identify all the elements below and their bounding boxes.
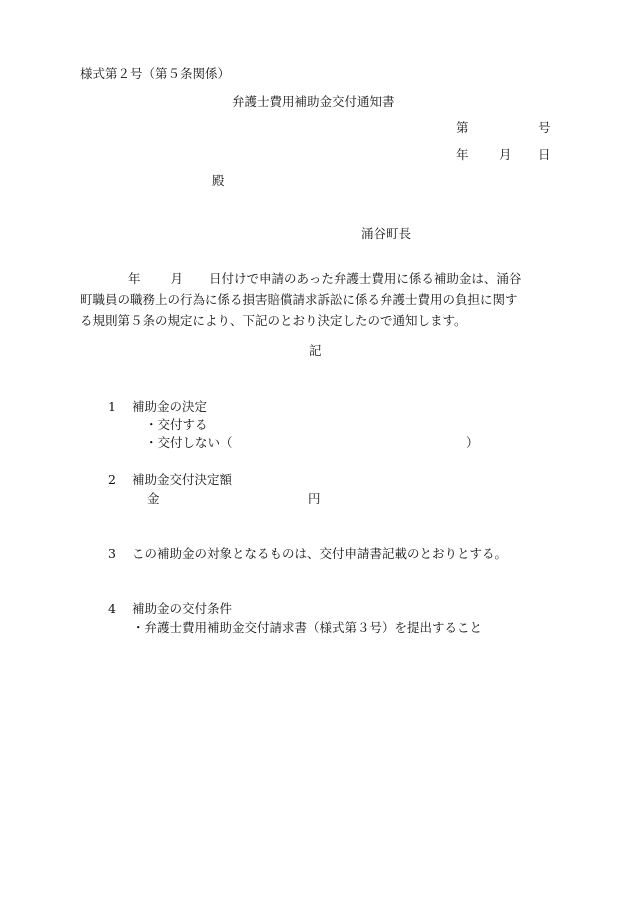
body-paragraph [80, 268, 558, 331]
item-2-amount-unit: 円 [308, 491, 321, 506]
body-year: 年 [128, 271, 141, 286]
item-1-option-deny: ・交付しない（ [145, 435, 233, 450]
item-2-number: 2 [108, 472, 116, 487]
body-line-1 [80, 268, 558, 289]
date-year: 年 [456, 147, 469, 162]
item-4-heading: 補助金の交付条件 [132, 601, 233, 616]
item-4-number: 4 [108, 601, 116, 616]
number-prefix: 第 [456, 120, 469, 135]
form-label: 様式第２号（第５条関係） [80, 66, 231, 81]
number-suffix: 号 [538, 120, 551, 135]
body-month: 月 [170, 271, 184, 286]
issuer: 涌谷町長 [361, 226, 412, 241]
document-title: 弁護士費用補助金交付通知書 [232, 94, 395, 109]
item-2-heading: 補助金交付決定額 [132, 472, 233, 487]
date-month: 月 [499, 147, 512, 162]
item-3-number: 3 [108, 546, 116, 561]
item-4-condition: ・弁護士費用補助金交付請求書（様式第３号）を提出すること [132, 620, 483, 635]
item-1-option-grant: ・交付する [145, 417, 208, 432]
body-line-3: る規則第５条の規定により、下記のとおり決定したので通知します。 [80, 313, 467, 328]
item-2-amount-prefix: 金 [147, 491, 160, 506]
item-3-text: この補助金の対象となるものは、交付申請書記載のとおりとする。 [132, 546, 508, 561]
addressee-suffix: 殿 [212, 173, 225, 188]
item-1-close-paren: ） [466, 435, 479, 450]
item-1-number: 1 [108, 399, 116, 414]
date-day: 日 [538, 147, 551, 162]
ki-heading: 記 [309, 343, 322, 358]
body-line-2: 町職員の職務上の行為に係る損害賠償請求訴訟に係る弁護士費用の負担に関す [80, 292, 518, 307]
item-1-heading: 補助金の決定 [132, 399, 208, 414]
body-line-1-rest: 日付けで申請のあった弁護士費用に係る補助金は、涌谷 [209, 271, 522, 286]
